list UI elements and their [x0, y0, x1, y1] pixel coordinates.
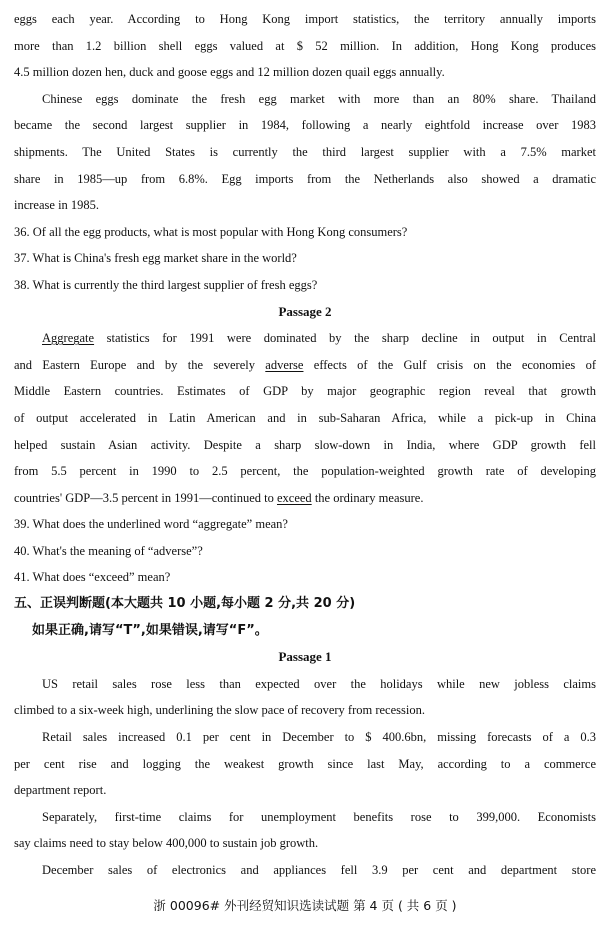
text-line: Separately, first-time claims for unemployment benefits rose to 399,000. Economists: [42, 809, 596, 824]
text-line: US retail sales rose less than expected over the holidays while new jobless claims: [42, 676, 596, 691]
text-line: per cent rise and logging the weakest growth since last May, according to a commerce: [14, 756, 596, 771]
text-span: statistics for 1991 were dominated by the sharp decline in output in Central: [94, 331, 596, 346]
text-line: became the second largest supplier in 1984, following a nearly eightfold increase over 1983: [14, 118, 596, 133]
text-line: [14, 485, 596, 512]
text-line: [14, 352, 596, 379]
paragraph-retail-sales: [14, 671, 596, 724]
text-line: increase in 1985.: [14, 198, 100, 213]
underlined-word-aggregate: Aggregate: [42, 331, 95, 346]
passage-2-title: Passage 2: [278, 303, 332, 319]
paragraph-egg-market: [14, 86, 596, 219]
underlined-word-adverse: adverse: [265, 357, 304, 372]
underlined-word-exceed: exceed: [276, 490, 312, 505]
section-5-title: 五、正误判断题(本大题共 10 小题,每小题 2 分,共 20 分): [14, 596, 356, 612]
text-line: eggs each year. According to Hong Kong import statistics, the territory annually imports: [14, 12, 596, 26]
text-line: helped sustain Asian activity. Despite a sharp slow-down in India, where GDP growth fell: [14, 437, 596, 452]
question-38: 38. What is currently the third largest supplier of fresh eggs?: [14, 277, 318, 292]
page-footer: 浙 00096# 外刊经贸知识选读试题 第 4 页 ( 共 6 页 ): [153, 898, 457, 913]
text-line: shipments. The United States is currently the third largest supplier with a 7.5% market: [14, 144, 596, 159]
question-36: 36. Of all the egg products, what is most popular with Hong Kong consumers?: [14, 224, 408, 239]
question-39: 39. What does the underlined word “aggregate” mean?: [14, 517, 288, 532]
question-41: 41. What does “exceed” mean?: [14, 570, 171, 585]
text-line: [14, 325, 596, 352]
paragraph-egg-imports: [14, 6, 596, 86]
text-line: share in 1985—up from 6.8%. Egg imports from the Netherlands also showed a dramatic: [14, 171, 596, 186]
paragraph-electronics-sales: December sales of electronics and appliances fell 3.9 per cent and department store: [42, 863, 596, 877]
text-line: from 5.5 percent in 1990 to 2.5 percent, the population-weighted growth rate of developing: [14, 464, 596, 479]
paragraph-gdp: [14, 325, 596, 511]
passage-1-title: Passage 1: [278, 649, 332, 665]
text-span: countries' GDP—3.5 percent in 1991—continued to: [14, 490, 277, 505]
paragraph-december-sales: [14, 724, 596, 804]
text-line: climbed to a six-week high, underlining the slow pace of recovery from recession.: [14, 703, 425, 718]
paragraph-jobless-claims: [14, 804, 596, 857]
text-span: and Eastern Europe and by the severely: [14, 357, 266, 372]
text-line: Middle Eastern countries. Estimates of GDP by major geographic region reveal that growth: [14, 384, 596, 399]
text-span: effects of the Gulf crisis on the economies of: [303, 357, 596, 372]
question-37: 37. What is China's fresh egg market share in the world?: [14, 251, 297, 266]
text-line: Retail sales increased 0.1 per cent in December to $ 400.6bn, missing forecasts of a 0.3: [42, 730, 596, 745]
text-line: 4.5 million dozen hen, duck and goose eggs and 12 million dozen quail eggs annually.: [14, 65, 445, 80]
text-line: department report.: [14, 783, 107, 798]
text-line: more than 1.2 billion shell eggs valued at $ 52 million. In addition, Hong Kong produces: [14, 38, 596, 53]
text-line: of output accelerated in Latin American and in sub-Saharan Africa, while a pick-up in China: [14, 410, 596, 425]
text-line: Chinese eggs dominate the fresh egg market with more than an 80% share. Thailand: [42, 91, 596, 106]
question-40: 40. What's the meaning of “adverse”?: [14, 543, 203, 558]
text-line: say claims need to stay below 400,000 to sustain job growth.: [14, 836, 319, 851]
text-span: the ordinary measure.: [311, 490, 424, 505]
section-5-instruction: 如果正确,请写“T”,如果错误,请写“F”。: [32, 622, 268, 638]
